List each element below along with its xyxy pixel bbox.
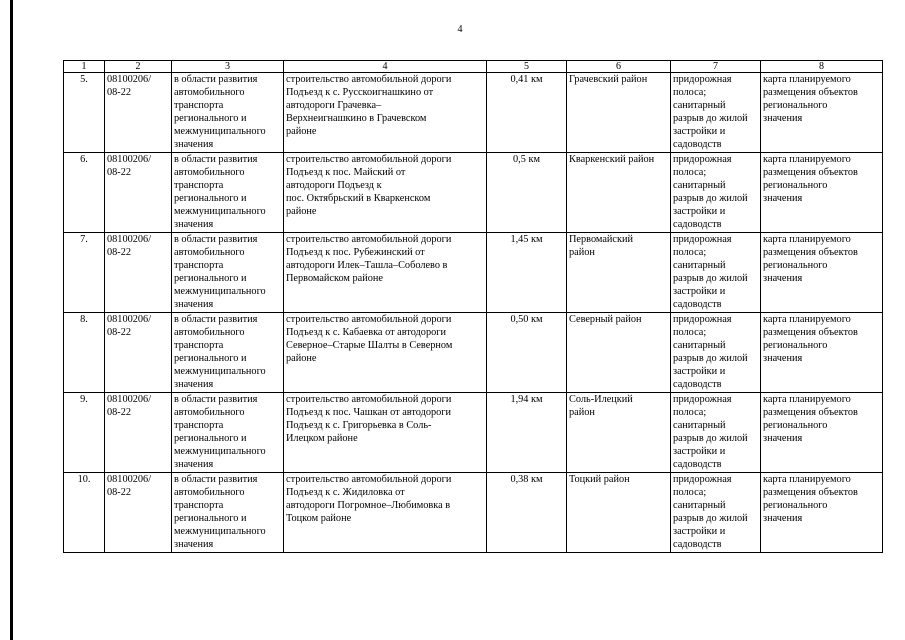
row-object: строительство автомобильной дороги Подъезд к с. Русскоигнашкино от автодороги Грачевка– Верхнеигнашкино в Грачевском районе <box>284 73 487 153</box>
row-district: Первомайский район <box>567 233 671 313</box>
row-area: в области развития автомобильного транспорта регионального и межмуниципального значения <box>172 393 284 473</box>
row-length: 0,5 км <box>487 153 567 233</box>
header-col-6: 6 <box>567 61 671 73</box>
row-code: 08100206/ 08-22 <box>105 393 172 473</box>
row-area: в области развития автомобильного транспорта регионального и межмуниципального значения <box>172 473 284 553</box>
row-number: 9. <box>64 393 105 473</box>
row-district: Грачевский район <box>567 73 671 153</box>
row-object: строительство автомобильной дороги Подъезд к с. Кабаевка от автодороги Северное–Старые Шалты в Северном районе <box>284 313 487 393</box>
row-map: карта планируемого размещения объектов регионального значения <box>761 233 883 313</box>
table-row <box>64 73 883 153</box>
row-object: строительство автомобильной дороги Подъезд к с. Жидиловка от автодороги Погромное–Любимовка в Тоцком районе <box>284 473 487 553</box>
row-map: карта планируемого размещения объектов регионального значения <box>761 393 883 473</box>
row-district: Тоцкий район <box>567 473 671 553</box>
table-row <box>64 473 883 553</box>
row-district: Северный район <box>567 313 671 393</box>
row-number: 5. <box>64 73 105 153</box>
row-number: 8. <box>64 313 105 393</box>
planning-objects-table <box>63 60 883 553</box>
row-district: Кваркенский район <box>567 153 671 233</box>
row-length: 0,38 км <box>487 473 567 553</box>
page-edge-bar <box>10 0 13 640</box>
row-length: 0,50 км <box>487 313 567 393</box>
row-map: карта планируемого размещения объектов регионального значения <box>761 473 883 553</box>
row-zone: придорожная полоса; санитарный разрыв до жилой застройки и садоводств <box>671 393 761 473</box>
row-code: 08100206/ 08-22 <box>105 153 172 233</box>
row-code: 08100206/ 08-22 <box>105 73 172 153</box>
row-zone: придорожная полоса; санитарный разрыв до жилой застройки и садоводств <box>671 313 761 393</box>
row-object: строительство автомобильной дороги Подъезд к пос. Майский от автодороги Подъезд к пос. Октябрьский в Кваркенском районе <box>284 153 487 233</box>
row-zone: придорожная полоса; санитарный разрыв до жилой застройки и садоводств <box>671 233 761 313</box>
row-map: карта планируемого размещения объектов регионального значения <box>761 313 883 393</box>
row-length: 1,94 км <box>487 393 567 473</box>
row-area: в области развития автомобильного транспорта регионального и межмуниципального значения <box>172 153 284 233</box>
row-length: 0,41 км <box>487 73 567 153</box>
row-number: 6. <box>64 153 105 233</box>
page-number: 4 <box>457 24 463 35</box>
header-col-1: 1 <box>64 61 105 73</box>
row-map: карта планируемого размещения объектов регионального значения <box>761 153 883 233</box>
row-length: 1,45 км <box>487 233 567 313</box>
row-area: в области развития автомобильного транспорта регионального и межмуниципального значения <box>172 313 284 393</box>
row-zone: придорожная полоса; санитарный разрыв до жилой застройки и садоводств <box>671 153 761 233</box>
row-number: 10. <box>64 473 105 553</box>
table-header-row <box>64 61 883 73</box>
row-district: Соль-Илецкий район <box>567 393 671 473</box>
row-area: в области развития автомобильного транспорта регионального и межмуниципального значения <box>172 73 284 153</box>
row-area: в области развития автомобильного транспорта регионального и межмуниципального значения <box>172 233 284 313</box>
table-row <box>64 153 883 233</box>
header-col-4: 4 <box>284 61 487 73</box>
header-col-8: 8 <box>761 61 883 73</box>
row-object: строительство автомобильной дороги Подъезд к пос. Рубежинский от автодороги Илек–Ташла–Соболево в Первомайском районе <box>284 233 487 313</box>
header-col-3: 3 <box>172 61 284 73</box>
table-row <box>64 393 883 473</box>
row-code: 08100206/ 08-22 <box>105 233 172 313</box>
row-zone: придорожная полоса; санитарный разрыв до жилой застройки и садоводств <box>671 473 761 553</box>
row-code: 08100206/ 08-22 <box>105 313 172 393</box>
row-number: 7. <box>64 233 105 313</box>
row-object: строительство автомобильной дороги Подъезд к пос. Чашкан от автодороги Подъезд к с. Григорьевка в Соль- Илецком районе <box>284 393 487 473</box>
row-map: карта планируемого размещения объектов регионального значения <box>761 73 883 153</box>
header-col-5: 5 <box>487 61 567 73</box>
row-zone: придорожная полоса; санитарный разрыв до жилой застройки и садоводств <box>671 73 761 153</box>
table-row <box>64 313 883 393</box>
header-col-7: 7 <box>671 61 761 73</box>
table-row <box>64 233 883 313</box>
header-col-2: 2 <box>105 61 172 73</box>
row-code: 08100206/ 08-22 <box>105 473 172 553</box>
